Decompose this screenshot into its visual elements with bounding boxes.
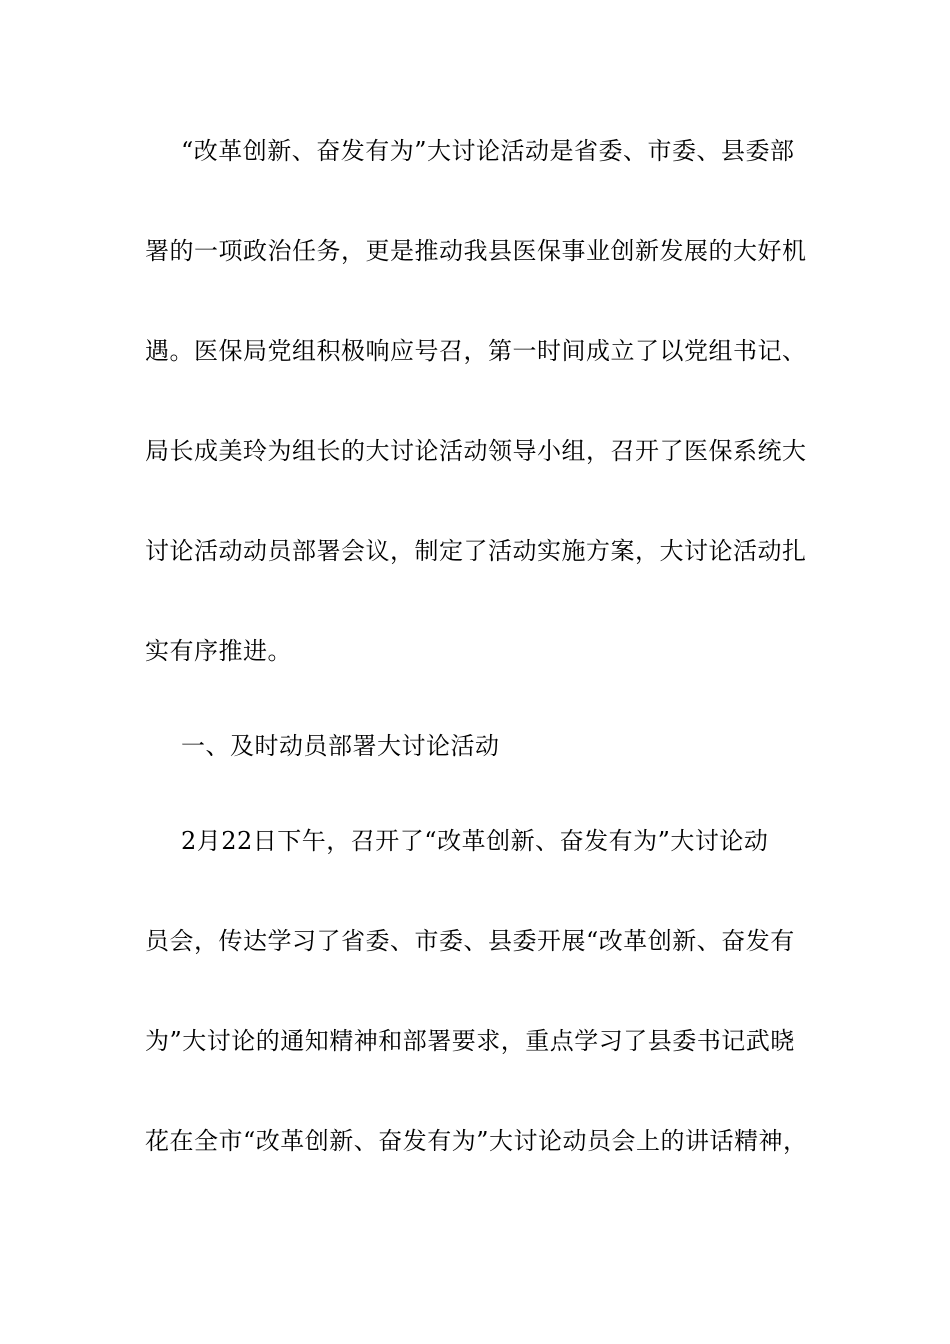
paragraph-line: 遇。医保局党组积极响应号召，第一时间成立了以党组书记、 bbox=[145, 337, 807, 365]
paragraph-line: 员会，传达学习了省委、市委、县委开展“改革创新、奋发有 bbox=[145, 927, 795, 955]
paragraph-line: 实有序推进。 bbox=[145, 637, 292, 665]
paragraph-line: 署的一项政治任务，更是推动我县医保事业创新发展的大好机 bbox=[145, 237, 807, 265]
paragraph-line: 为”大讨论的通知精神和部署要求，重点学习了县委书记武晓 bbox=[145, 1027, 795, 1055]
paragraph-line: 局长成美玲为组长的大讨论活动领导小组，召开了医保系统大 bbox=[145, 437, 807, 465]
paragraph-line: 讨论活动动员部署会议，制定了活动实施方案，大讨论活动扎 bbox=[145, 537, 807, 565]
paragraph-line: “改革创新、奋发有为”大讨论活动是省委、市委、县委部 bbox=[181, 137, 795, 165]
paragraph-line: 2月22日下午，召开了“改革创新、奋发有为”大讨论动 bbox=[181, 827, 769, 855]
section-heading: 一、及时动员部署大讨论活动 bbox=[181, 732, 500, 760]
paragraph-line: 花在全市“改革创新、奋发有为”大讨论动员会上的讲话精神， bbox=[145, 1127, 808, 1155]
